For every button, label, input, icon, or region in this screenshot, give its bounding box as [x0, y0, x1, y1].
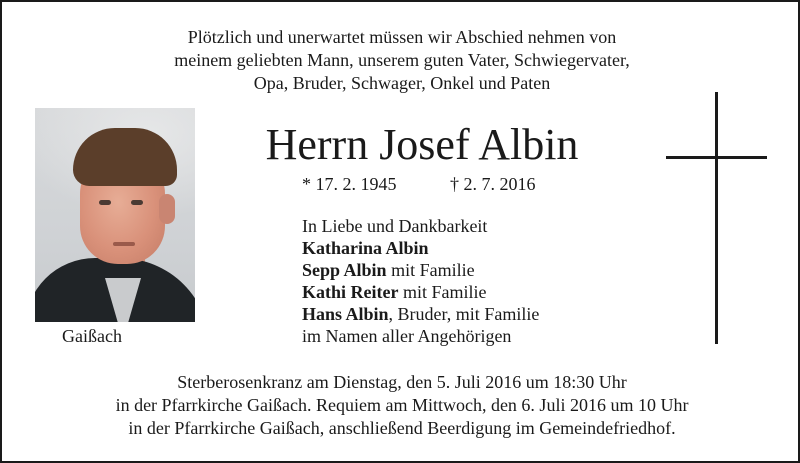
mourners-intro: In Liebe und Dankbarkeit — [302, 216, 488, 236]
portrait-photo — [35, 108, 195, 322]
mourners-closing: im Namen aller Angehörigen — [302, 326, 512, 346]
mourner-line — [302, 237, 539, 259]
mourners-list — [302, 215, 539, 347]
intro-line: Plötzlich und unerwartet müssen wir Abschied nehmen von — [187, 27, 617, 47]
birth-date: * 17. 2. 1945 — [302, 174, 397, 194]
cross-icon — [715, 92, 718, 344]
service-line: Sterberosenkranz am Dienstag, den 5. Juli 2016 um 18:30 Uhr — [177, 372, 627, 392]
mourner-name: Katharina Albin — [302, 238, 429, 258]
intro-line: meinem geliebten Mann, unserem guten Vater, Schwiegervater, — [174, 50, 630, 70]
mourner-line: Kathi Reiter mit Familie — [302, 282, 487, 302]
mourner-name: Sepp Albin — [302, 260, 387, 280]
intro-text — [2, 26, 800, 95]
mourner-line: Sepp Albin mit Familie — [302, 260, 475, 280]
death-date: † 2. 7. 2016 — [450, 174, 536, 194]
cross-icon-bar — [666, 156, 767, 159]
service-line: in der Pfarrkirche Gaißach, anschließend Beerdigung im Gemeindefriedhof. — [128, 418, 676, 438]
mourner-line: Hans Albin, Bruder, mit Familie — [302, 304, 540, 324]
mourner-name: Kathi Reiter — [302, 282, 399, 302]
hometown-label: Gaißach — [62, 326, 122, 346]
service-info — [2, 371, 800, 440]
intro-line: Opa, Bruder, Schwager, Onkel und Paten — [253, 73, 551, 93]
mourner-name: Hans Albin — [302, 304, 389, 324]
service-line: in der Pfarrkirche Gaißach. Requiem am Mittwoch, den 6. Juli 2016 um 10 Uhr — [115, 395, 689, 415]
deceased-name: Herrn Josef Albin — [265, 120, 579, 169]
